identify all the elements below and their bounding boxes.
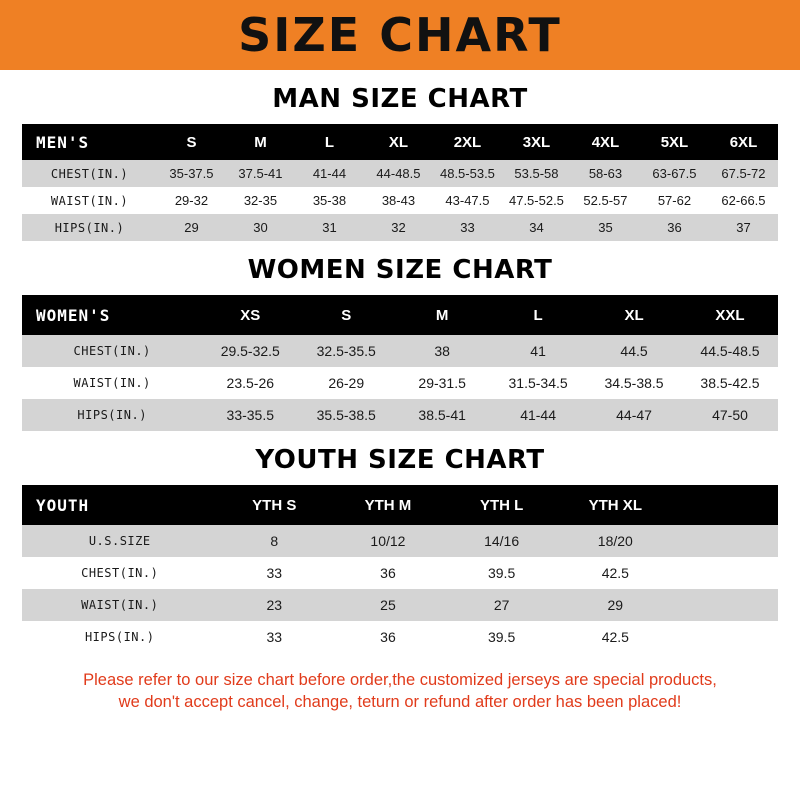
header-corner-youth: YOUTH	[22, 485, 217, 525]
cell-spacer	[672, 621, 778, 653]
header-col-4xl: 4XL	[571, 124, 640, 160]
cell-value: 35-37.5	[169, 166, 214, 181]
header-col-6xl: 6XL	[709, 124, 778, 160]
table-row	[22, 589, 778, 621]
section-title-man: MAN SIZE CHART	[272, 84, 528, 114]
table-row	[22, 160, 778, 187]
header-col-l: L	[295, 124, 364, 160]
section-youth-size-chart	[22, 445, 778, 653]
cell-value: 33	[266, 629, 283, 645]
footer-note-line-1: Please refer to our size chart before order,the customized jerseys are special products,	[83, 671, 717, 689]
cell-value: 25	[380, 597, 396, 613]
cell-value: 44-48.5	[376, 166, 421, 181]
cell-value: 43-47.5	[445, 193, 490, 208]
footer-note-line-2: we don't accept cancel, change, teturn or refund after order has been placed!	[118, 693, 682, 712]
table-header-man	[22, 124, 778, 160]
cell-value: 41-44	[520, 407, 556, 423]
header-col-m: M	[226, 124, 295, 160]
cell-value: 32	[391, 220, 406, 235]
cell-value: 29-32	[174, 193, 209, 208]
cell-value: 27	[493, 597, 510, 613]
cell-spacer	[672, 525, 778, 557]
cell-value: 39.5	[487, 565, 516, 581]
table-body-man	[22, 160, 778, 241]
row-label-hips: HIPS(IN.)	[77, 408, 147, 422]
row-label-chest: CHEST(IN.)	[81, 566, 159, 580]
row-label-us-size: U.S.SIZE	[88, 534, 151, 548]
row-label-waist: WAIST(IN.)	[73, 376, 151, 390]
table-body-women	[22, 335, 778, 431]
cell-value: 18/20	[597, 533, 633, 549]
cell-value: 37	[736, 220, 751, 235]
table-row	[22, 557, 778, 589]
cell-value: 52.5-57	[583, 193, 628, 208]
section-man-size-chart	[22, 84, 778, 241]
row-label-chest: CHEST(IN.)	[73, 344, 151, 358]
row-label-hips: HIPS(IN.)	[84, 630, 155, 644]
cell-value: 33	[460, 220, 475, 235]
header-col-xxl: XXL	[682, 295, 778, 335]
cell-value: 41-44	[312, 166, 347, 181]
cell-value: 53.5-58	[514, 166, 559, 181]
cell-value: 29	[184, 220, 199, 235]
cell-value: 44.5-48.5	[700, 343, 760, 359]
row-label-chest: CHEST(IN.)	[50, 166, 129, 181]
table-row	[22, 367, 778, 399]
header-col-yth-m: YTH M	[331, 485, 445, 525]
cell-value: 31	[322, 220, 337, 235]
cell-value: 35.5-38.5	[316, 407, 376, 423]
header-col-yth-s: YTH S	[217, 485, 331, 525]
table-row	[22, 214, 778, 241]
cell-value: 33	[266, 565, 283, 581]
cell-value: 23.5-26	[226, 375, 275, 391]
cell-value: 29-31.5	[418, 375, 466, 391]
header-col-yth-xl: YTH XL	[558, 485, 672, 525]
table-body-youth	[22, 525, 778, 653]
cell-value: 26-29	[328, 375, 365, 391]
section-women-size-chart	[22, 255, 778, 431]
cell-value: 67.5-72	[721, 166, 766, 181]
cell-value: 31.5-34.5	[508, 375, 568, 391]
cell-value: 30	[253, 220, 268, 235]
table-header-youth	[22, 485, 778, 525]
cell-value: 36	[380, 565, 396, 581]
cell-value: 32.5-35.5	[316, 343, 376, 359]
cell-value: 57-62	[657, 193, 692, 208]
cell-value: 41	[530, 343, 546, 359]
cell-value: 32-35	[243, 193, 278, 208]
header-col-m: M	[394, 295, 490, 335]
header-col-5xl: 5XL	[640, 124, 709, 160]
table-row	[22, 525, 778, 557]
table-row	[22, 621, 778, 653]
table-header-row	[22, 485, 778, 525]
row-label-waist: WAIST(IN.)	[50, 193, 129, 208]
cell-value: 58-63	[588, 166, 623, 181]
cell-value: 34	[529, 220, 544, 235]
cell-value: 47-50	[712, 407, 748, 423]
cell-value: 48.5-53.5	[439, 166, 495, 181]
header-banner	[0, 0, 800, 70]
cell-value: 47.5-52.5	[508, 193, 564, 208]
cell-value: 42.5	[601, 565, 629, 581]
header-col-xl: XL	[364, 124, 433, 160]
cell-value: 14/16	[484, 533, 520, 549]
table-youth-size-chart	[22, 485, 778, 653]
header-col-xl: XL	[586, 295, 682, 335]
cell-spacer	[672, 557, 778, 589]
header-col-xs: XS	[202, 295, 298, 335]
table-header-row	[22, 295, 778, 335]
header-col-2xl: 2XL	[433, 124, 502, 160]
cell-value: 33-35.5	[226, 407, 275, 423]
cell-value: 62-66.5	[721, 193, 766, 208]
cell-value: 29.5-32.5	[220, 343, 280, 359]
cell-spacer	[672, 589, 778, 621]
table-man-size-chart	[22, 124, 778, 241]
table-row	[22, 187, 778, 214]
cell-value: 23	[266, 597, 283, 613]
header-corner-mens: MEN'S	[22, 124, 157, 160]
table-row	[22, 335, 778, 367]
section-title-women: WOMEN SIZE CHART	[247, 255, 553, 285]
cell-value: 44-47	[616, 407, 652, 423]
cell-value: 34.5-38.5	[604, 375, 664, 391]
table-row	[22, 399, 778, 431]
cell-value: 38.5-41	[418, 407, 466, 423]
cell-value: 36	[380, 629, 396, 645]
cell-value: 38	[434, 343, 450, 359]
header-col-yth-l: YTH L	[445, 485, 559, 525]
cell-value: 35	[598, 220, 613, 235]
cell-value: 8	[270, 533, 279, 549]
header-col-s: S	[157, 124, 226, 160]
header-col-s: S	[298, 295, 394, 335]
header-col-3xl: 3XL	[502, 124, 571, 160]
page-title: SIZE CHART	[238, 8, 562, 62]
cell-value: 42.5	[601, 629, 629, 645]
cell-value: 35-38	[312, 193, 347, 208]
table-header-women	[22, 295, 778, 335]
header-corner-womens: WOMEN'S	[22, 295, 202, 335]
section-title-youth: YOUTH SIZE CHART	[255, 445, 545, 475]
cell-value: 36	[667, 220, 682, 235]
table-women-size-chart	[22, 295, 778, 431]
cell-value: 63-67.5	[652, 166, 697, 181]
cell-value: 38-43	[381, 193, 416, 208]
row-label-waist: WAIST(IN.)	[81, 598, 159, 612]
cell-value: 10/12	[370, 533, 406, 549]
cell-value: 39.5	[487, 629, 516, 645]
table-header-row	[22, 124, 778, 160]
cell-value: 44.5	[620, 343, 648, 359]
row-label-hips: HIPS(IN.)	[54, 220, 125, 235]
cell-value: 29	[607, 597, 624, 613]
cell-value: 37.5-41	[238, 166, 283, 181]
footer-note	[22, 669, 778, 714]
header-col-l: L	[490, 295, 586, 335]
content-area	[0, 84, 800, 714]
cell-value: 38.5-42.5	[700, 375, 760, 391]
header-col-spacer	[672, 485, 778, 525]
